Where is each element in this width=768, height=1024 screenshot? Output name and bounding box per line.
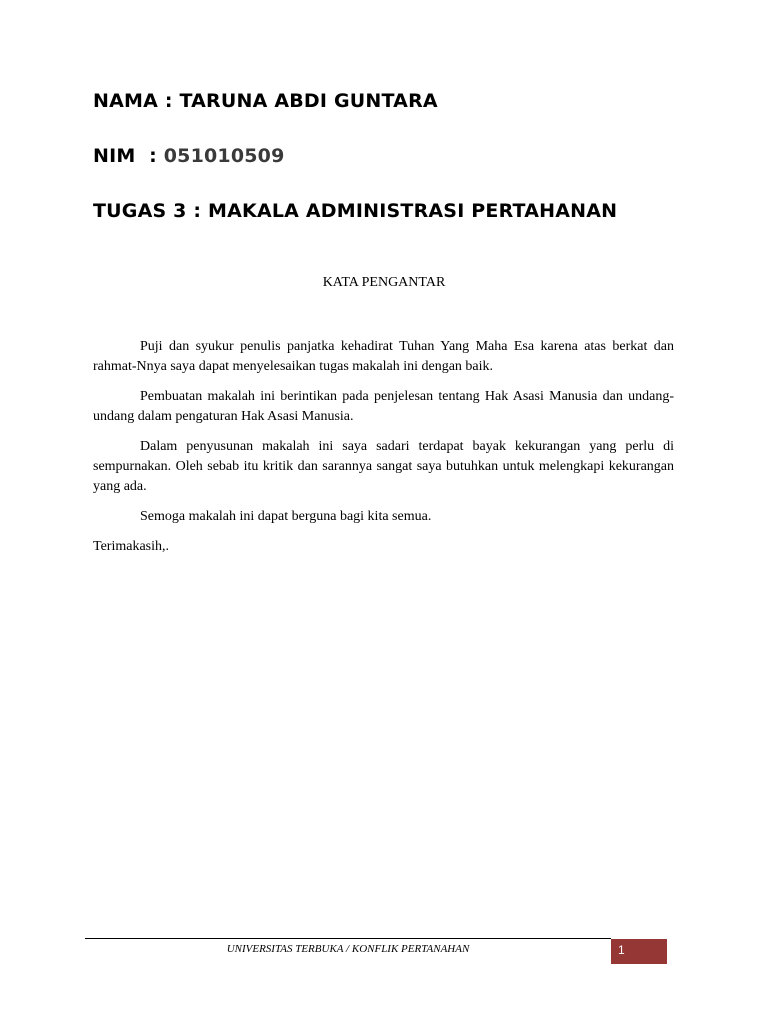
section-title: KATA PENGANTAR [322,275,446,290]
footer-text: UNIVERSITAS TERBUKA / KONFLIK PERTANAHAN [226,943,470,955]
student-name-line [93,90,438,112]
paragraph-2: Pembuatan makalah ini berintikan pada penjelesan tentang Hak Asasi Manusia dan undang-undang dalam pengaturan Hak Asasi Manusia. [93,389,674,424]
paragraph-1: Puji dan syukur penulis panjatka kehadirat Tuhan Yang Maha Esa karena atas berkat dan rahmat-Nnya saya dapat menyelesaikan tugas makalah ini dengan baik. [93,339,674,374]
paragraph-4: Semoga makalah ini dapat berguna bagi kita semua. [140,509,432,524]
footer-divider [85,938,611,939]
closing-line: Terimakasih,. [93,539,169,554]
student-id-line [93,145,285,167]
paragraph-3: Dalam penyusunan makalah ini saya sadari terdapat bayak kekurangan yang perlu di sempurnakan. Oleh sebab itu kritik dan sarannya sangat saya butuhkan untuk melengkapi kekurangan yang ada. [93,439,674,494]
assignment-title-text: TUGAS 3 : MAKALA ADMINISTRASI PERTAHANAN [93,200,618,222]
body-text [93,337,674,567]
student-id-label: NIM : [93,145,164,167]
student-name-text: NAMA : TARUNA ABDI GUNTARA [93,90,438,112]
page-number-badge [611,939,667,964]
assignment-title-line [93,200,617,222]
page-number: 1 [618,943,625,957]
student-id-value: 051010509 [163,145,285,167]
